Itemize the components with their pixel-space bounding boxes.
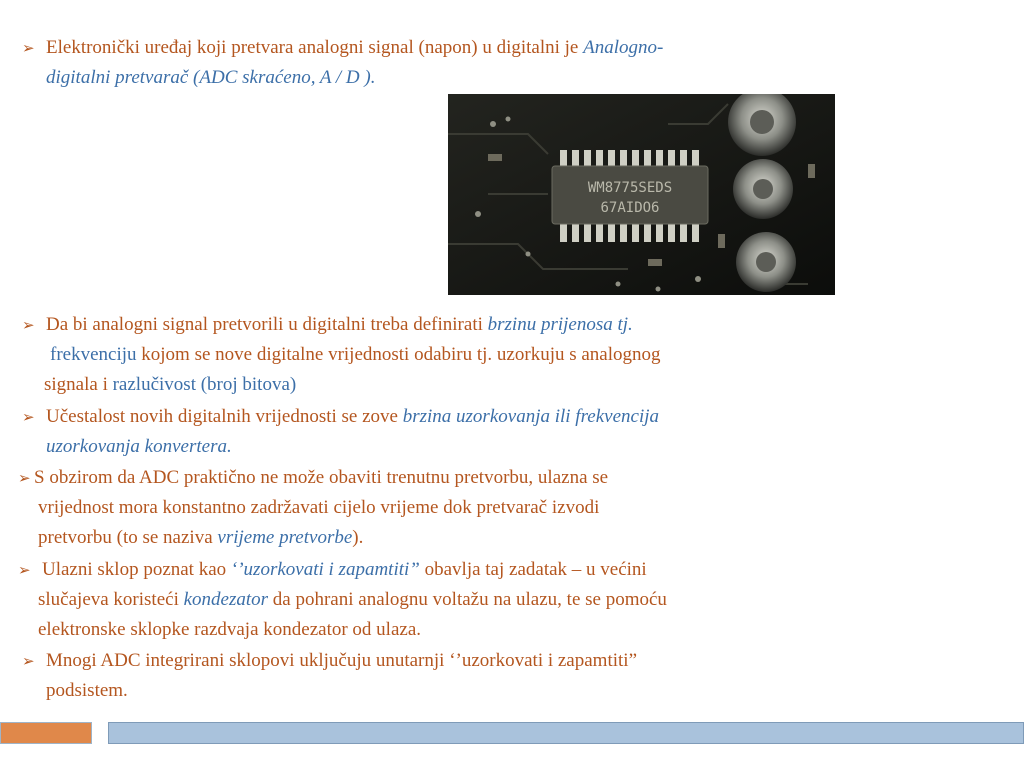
arrow-bullet-icon: ➢ bbox=[22, 408, 35, 426]
arrow-bullet-icon: ➢ bbox=[22, 39, 35, 57]
footer-accent-left bbox=[0, 722, 92, 744]
bullet-adc-definition: ➢ Elektronički uređaj koji pretvara analogni signal (napon) u digitalni je Analogno- digitalni pretvarač (ADC skraćeno, A / D ). bbox=[22, 33, 663, 93]
bullet-sampling-rate: ➢ Da bi analogni signal pretvorili u digitalni treba definirati brzinu prijenosa tj. frekvenciju kojom se nove digitalne vrijednosti odabiru tj. uzorkuju s analognog signala i razlučivost (broj bitova) bbox=[22, 310, 661, 400]
arrow-bullet-icon: ➢ bbox=[18, 469, 31, 487]
svg-text:WM8775SEDS: WM8775SEDS bbox=[587, 180, 673, 196]
arrow-bullet-icon: ➢ bbox=[22, 652, 35, 670]
bullet-sampling-frequency: ➢ Učestalost novih digitalnih vrijednosti se zove brzina uzorkovanja ili frekvencija uzorkovanja konvertera. bbox=[22, 402, 659, 462]
bullet-conversion-time: ➢ S obzirom da ADC praktično ne može obaviti trenutnu pretvorbu, ulazna se vrijednost mora konstantno zadržavati cijelo vrijeme dok pretvarač izvodi pretvorbu (to se naziva vrijeme pretvorbe). bbox=[18, 463, 608, 553]
arrow-bullet-icon: ➢ bbox=[22, 316, 35, 334]
arrow-bullet-icon: ➢ bbox=[18, 561, 31, 579]
bullet-sample-and-hold: ➢ Ulazni sklop poznat kao ‘’uzorkovati i zapamtiti” obavlja taj zadatak – u većini slučajeva koristeći kondezator da pohrani analognu voltažu na ulazu, te se pomoću elektronske sklopke razdvaja kondezator od ulaza. bbox=[18, 555, 667, 645]
adc-chip-photo bbox=[448, 94, 835, 295]
footer-accent-bar bbox=[108, 722, 1024, 744]
bullet-integrated-subsystem: ➢ Mnogi ADC integrirani sklopovi uključuju unutarnji ‘’uzorkovati i zapamtiti” podsistem. bbox=[22, 646, 637, 706]
svg-text:67AIDO6: 67AIDO6 bbox=[600, 200, 660, 216]
